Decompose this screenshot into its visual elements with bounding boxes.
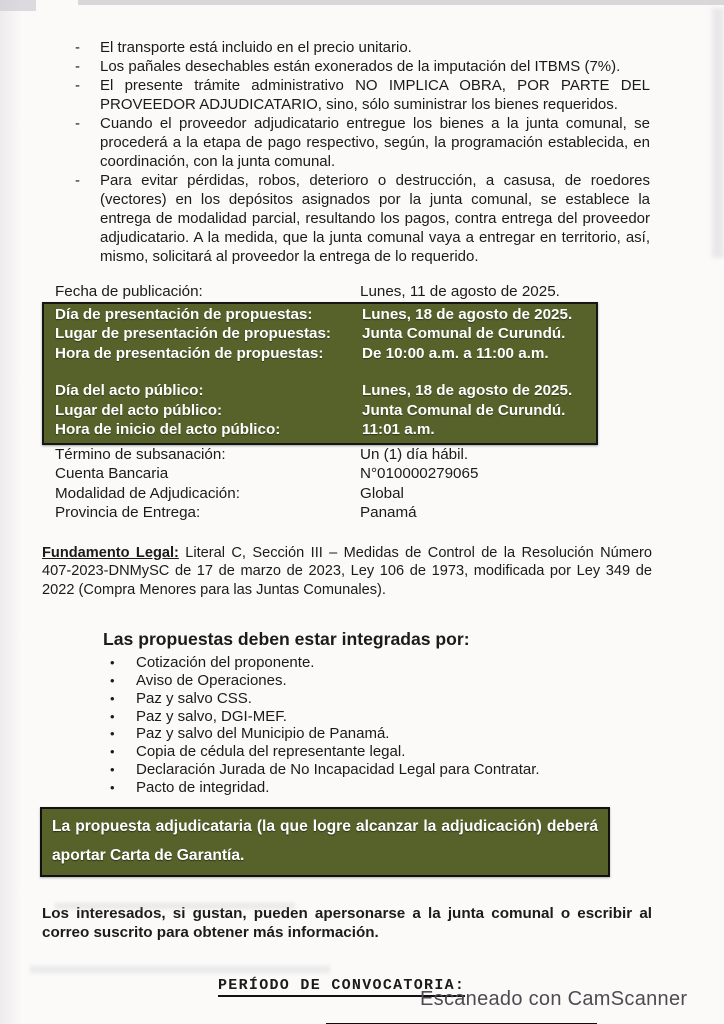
bullet-text: Cuando el proveedor adjudicatario entregue los bienes a la junta comunal, se procederá a la etapa de pago respectivo, según, la programación establecida, en coordinación, con la junta comunal.: [100, 115, 650, 170]
row-value: Lunes, 18 de agosto de 2025.: [362, 305, 573, 323]
row-value: Junta Comunal de Curundú.: [362, 401, 566, 419]
row-value: Panamá: [360, 504, 417, 521]
list-item: [110, 779, 724, 797]
row-value: Un (1) día hábil.: [360, 445, 469, 463]
bullet-text: Los pañales desechables están exonerados de la imputación del ITBMS (7%).: [100, 58, 621, 75]
list-item: [75, 114, 650, 171]
table-row: [44, 401, 596, 421]
list-item: [110, 725, 724, 743]
table-row: [42, 282, 598, 302]
dot-bullet-icon: •: [110, 655, 115, 671]
row-label: Lugar de presentación de propuestas:: [55, 325, 331, 342]
dot-bullet-icon: •: [110, 726, 115, 742]
intro-bullet-list: [75, 38, 650, 266]
proposal-requirements-list: [110, 654, 724, 796]
dash-bullet-icon: -: [75, 115, 80, 132]
dot-bullet-icon: •: [110, 762, 115, 778]
scan-artifact-topleft: [0, 0, 36, 11]
table-row: [42, 503, 598, 523]
bullet-text: Copia de cédula del representante legal.: [136, 743, 406, 761]
bullet-text: El presente trámite administrativo NO IMPLICA OBRA, POR PARTE DEL PROVEEDOR ADJUDICATARIO, sino, sólo suministrar los bienes requeridos.: [100, 77, 650, 113]
list-item: [75, 171, 650, 266]
row-label: Día de presentación de propuestas:: [55, 305, 313, 323]
bullet-text: Cotización del proponente.: [136, 654, 315, 672]
dot-bullet-icon: •: [110, 708, 115, 724]
list-item: [75, 76, 650, 114]
row-value: Lunes, 18 de agosto de 2025.: [362, 382, 573, 399]
row-label: Término de subsanación:: [55, 445, 226, 463]
table-row: [44, 324, 596, 344]
table-row: [42, 464, 598, 484]
scan-artifact-top-strip: [78, 0, 724, 5]
row-value: Global: [360, 484, 404, 502]
row-value: De 10:00 a.m. a 11:00 a.m.: [362, 344, 549, 362]
dash-bullet-icon: -: [75, 77, 80, 94]
table-row: [44, 420, 596, 440]
row-value: 11:01 a.m.: [362, 421, 435, 438]
bullet-text: Paz y salvo, DGI-MEF.: [136, 707, 287, 725]
block-spacer: [44, 363, 596, 381]
bullet-text: Pacto de integridad.: [136, 778, 270, 796]
scan-artifact-right-smudge: [712, 8, 724, 258]
dash-bullet-icon: -: [75, 39, 80, 56]
list-item: [110, 761, 724, 779]
bullet-text: El transporte está incluido en el precio unitario.: [100, 39, 412, 56]
table-row: [44, 344, 596, 364]
table-row: [44, 305, 596, 325]
dot-bullet-icon: •: [110, 690, 115, 706]
list-item: [110, 708, 724, 726]
row-value: Junta Comunal de Curundú.: [362, 325, 566, 342]
table-row: [44, 381, 596, 401]
table-row: [42, 445, 598, 465]
row-value: N°010000279065: [360, 465, 479, 482]
convocatoria-heading: PERÍODO DE CONVOCATORIA:: [218, 977, 465, 997]
row-label: Hora de presentación de propuestas:: [55, 344, 324, 362]
bullet-text: Para evitar pérdidas, robos, deterioro o destrucción, a casusa, de roedores (vectores) en los depósitos asignados por la junta comunal, se establece la entrega de modalidad parcial, resultando los pagos, contra entrega del proveedor adjudicatario. A la medida, que la junta comunal vaya a entregar en territorio, así, mismo, solicitará al proveedor la entrega de lo requerido.: [100, 172, 650, 265]
legal-basis-text: Literal C, Sección III – Medidas de Control de la Resolución Número 407-2023-DNMySC de 17 de marzo de 2023, Ley 106 de 1973, modificada por Ley 349 de 2022 (Compra Menores para las Juntas Comunales).: [42, 544, 652, 598]
row-label: Fecha de publicación:: [55, 283, 203, 300]
dot-bullet-icon: •: [110, 744, 115, 760]
row-label: Hora de inicio del acto público:: [55, 421, 281, 438]
dot-bullet-icon: •: [110, 673, 115, 689]
list-item: [110, 654, 724, 672]
row-value: Lunes, 11 de agosto de 2025.: [360, 283, 560, 300]
table-row: [42, 484, 598, 504]
list-item: [110, 743, 724, 761]
proposals-heading: Las propuestas deben estar integradas por:: [103, 629, 470, 650]
row-label: Provincia de Entrega:: [55, 504, 201, 521]
row-label: Cuenta Bancaria: [55, 465, 169, 482]
camscanner-watermark: Escaneado con CamScanner: [420, 988, 688, 1010]
bullet-text: Paz y salvo del Municipio de Panamá.: [136, 725, 390, 743]
procurement-info-table: [42, 282, 598, 523]
list-item: [110, 690, 724, 708]
legal-basis-label: Fundamento Legal:: [42, 544, 179, 561]
list-item: [110, 672, 724, 690]
scan-artifact-left-band: [0, 0, 22, 1024]
row-label: Modalidad de Adjudicación:: [55, 484, 240, 502]
contact-info-paragraph: Los interesados, si gustan, pueden apersonarse a la junta comunal o escribir al correo suscrito para obtener más información.: [42, 904, 652, 942]
convocatoria-section: [0, 943, 724, 1024]
highlighted-schedule-block: [42, 302, 598, 445]
dot-bullet-icon: •: [110, 779, 115, 795]
guarantee-highlight-banner: La propuesta adjudicataria (la que logre alcanzar la adjudicación) deberá aportar Carta de Garantía.: [40, 807, 610, 877]
row-label: Día del acto público:: [55, 382, 204, 399]
dash-bullet-icon: -: [75, 172, 80, 189]
list-item: [75, 38, 650, 57]
list-item: [75, 57, 650, 76]
dash-bullet-icon: -: [75, 58, 80, 75]
row-label: Lugar del acto público:: [55, 401, 223, 419]
bullet-text: Paz y salvo CSS.: [136, 689, 252, 707]
bullet-text: Declaración Jurada de No Incapacidad Legal para Contratar.: [136, 761, 540, 779]
bullet-text: Aviso de Operaciones.: [136, 672, 287, 690]
legal-basis-paragraph: [42, 544, 652, 600]
